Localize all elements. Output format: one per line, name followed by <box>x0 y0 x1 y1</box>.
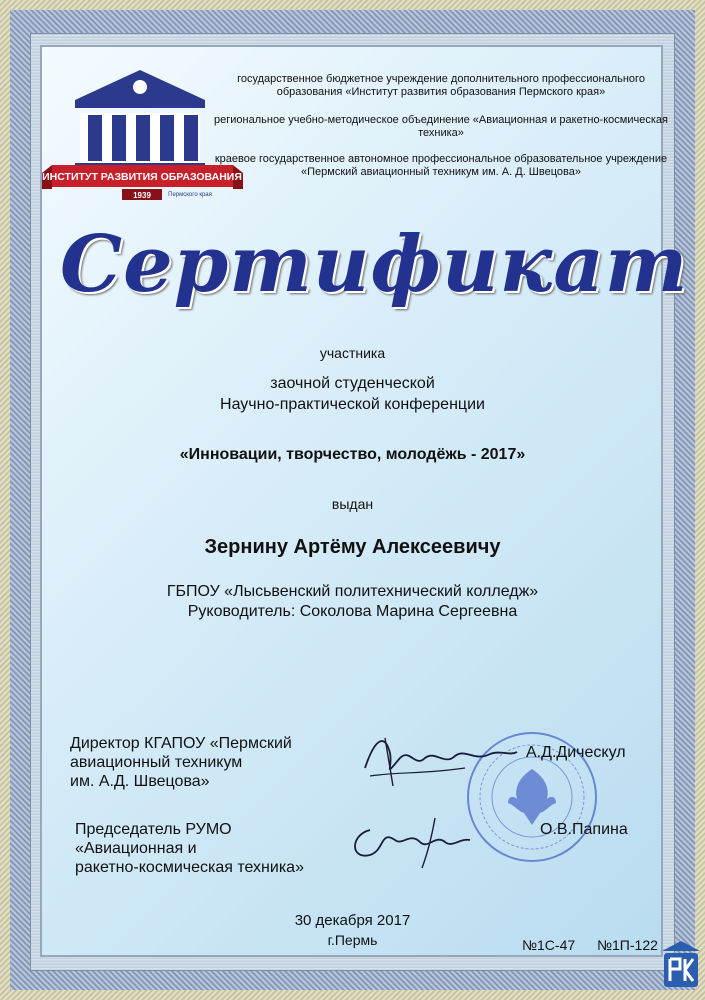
recipient-name: Зернину Артёму Алексеевичу <box>204 536 501 558</box>
org-rumo: региональное учебно-методическое объединение «Авиационная и ракетно-космическая техника» <box>214 114 668 139</box>
signatory-name-1: А.Д.Дическул <box>526 744 626 761</box>
logo-subtitle: Пермского края <box>168 192 212 198</box>
org-institute: государственное бюджетное учреждение дополнительного профессионального образования «Институт развития образования Пермского края» <box>237 73 645 98</box>
issue-city: г.Пермь <box>327 932 378 948</box>
logo-year: 1939 <box>133 191 151 200</box>
registration-number-2: №1П-122 <box>597 937 658 953</box>
signature-1 <box>355 728 525 788</box>
conference-type-line-2: Научно-практической конференции <box>220 396 485 413</box>
participant-label: участника <box>319 345 386 361</box>
issue-date: 30 декабря 2017 <box>294 912 411 929</box>
registration-number-1: №1С-47 <box>522 937 576 953</box>
conference-name: «Инновации, творчество, молодёжь - 2017» <box>179 446 526 463</box>
certificate-title: Сертификат <box>60 219 689 310</box>
org-technikum: краевое государственное автономное профессиональное образовательное учреждение «Пермский авиационный техникум им. А. Д. Швецова» <box>214 153 668 178</box>
college-logo-icon <box>660 937 702 997</box>
supervisor-name: Руководитель: Соколова Марина Сергеевна <box>187 603 518 620</box>
logo-banner-text: ИНСТИТУТ РАЗВИТИЯ ОБРАЗОВАНИЯ <box>42 171 242 183</box>
issued-label: выдан <box>331 496 374 512</box>
signatory-name-2: О.В.Папина <box>540 821 628 838</box>
conference-type-line-1: заочной студенческой <box>270 375 435 392</box>
signature-2 <box>340 810 490 870</box>
signatory-role-1: Директор КГАПОУ «Пермский авиационный техникум им. А.Д. Швецова» <box>70 735 292 790</box>
signatory-role-2: Председатель РУМО «Авиационная и ракетно-космическая техника» <box>75 821 304 876</box>
college-name: ГБПОУ «Лысьвенский политехнический колледж» <box>166 583 539 600</box>
